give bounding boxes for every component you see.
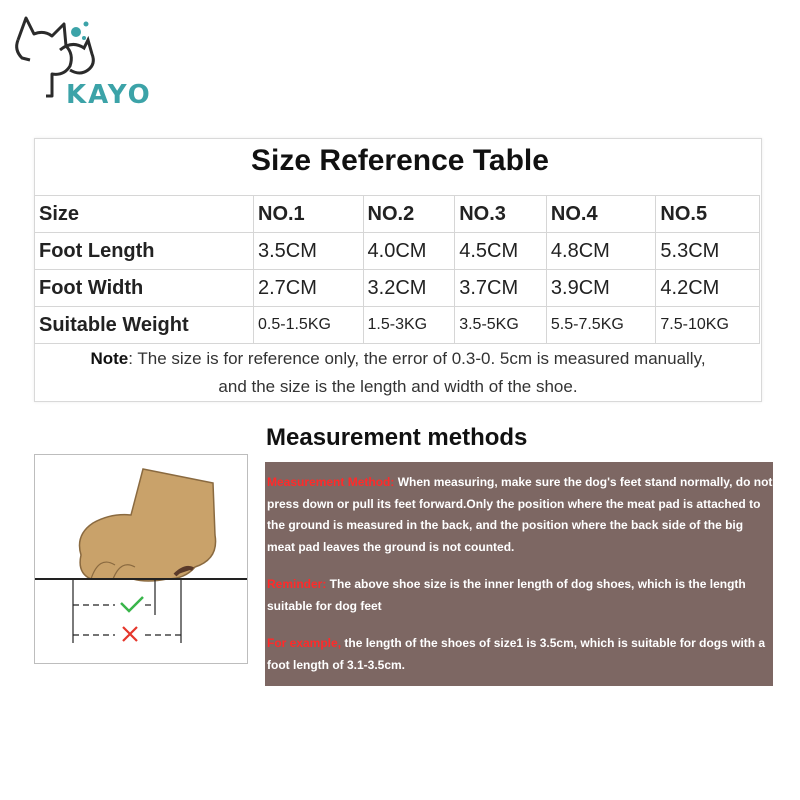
- info-item-text: the length of the shoes of size1 is 3.5cm, which is suitable for dogs with a foot length of 3.1-3.5cm.: [267, 636, 766, 672]
- table-cell: 4.5CM: [455, 233, 547, 270]
- table-cell: 3.5CM: [254, 233, 364, 270]
- info-item-label: For example,: [267, 636, 342, 650]
- size-table-title: Size Reference Table: [251, 144, 549, 177]
- header-cell: NO.2: [363, 196, 455, 233]
- paw-measurement-diagram: [34, 454, 248, 664]
- measurement-info-panel: [265, 462, 773, 686]
- paw-diagram-illustration: [35, 455, 247, 663]
- info-item: [267, 633, 773, 676]
- info-item-text: When measuring, make sure the dog's feet stand normally, do not press down or pull its feet forward.Only the position where the meat pad is attached to the ground is measured in the back, and the position where the back side of the big meat pad leaves the ground is not counted.: [267, 475, 773, 554]
- table-header-row: [35, 196, 760, 233]
- info-item-label: Reminder:: [267, 577, 327, 591]
- table-cell: 5.5-7.5KG: [546, 307, 656, 344]
- header-cell: NO.1: [254, 196, 364, 233]
- info-item: [267, 472, 773, 558]
- table-cell: 2.7CM: [254, 270, 364, 307]
- table-cell: 0.5-1.5KG: [254, 307, 364, 344]
- table-cell: 3.9CM: [546, 270, 656, 307]
- check-icon: [121, 597, 143, 611]
- header-cell: NO.3: [455, 196, 547, 233]
- row-label: Foot Width: [35, 270, 254, 307]
- table-cell: 4.8CM: [546, 233, 656, 270]
- table-row: [35, 307, 760, 344]
- info-item: [267, 574, 773, 617]
- note-text-line-2: and the size is the length and width of the shoe.: [218, 377, 578, 396]
- header-cell: NO.4: [546, 196, 656, 233]
- size-note: [36, 345, 760, 401]
- row-label: Foot Length: [35, 233, 254, 270]
- table-cell: 3.7CM: [455, 270, 547, 307]
- brand-logo: [12, 10, 152, 110]
- info-item-text: The above shoe size is the inner length of dog shoes, which is the length suitable for dog feet: [267, 577, 746, 613]
- header-cell: NO.5: [656, 196, 760, 233]
- table-cell: 4.0CM: [363, 233, 455, 270]
- table-row: [35, 233, 760, 270]
- brand-name: KAYO: [66, 80, 152, 110]
- table-cell: 3.5-5KG: [455, 307, 547, 344]
- size-reference-table: [34, 195, 760, 344]
- measurement-title: Measurement methods: [266, 424, 528, 451]
- note-text-line-1: : The size is for reference only, the error of 0.3-0. 5cm is measured manually,: [128, 349, 706, 368]
- row-label: Suitable Weight: [35, 307, 254, 344]
- table-row: [35, 270, 760, 307]
- header-cell: Size: [35, 196, 254, 233]
- table-cell: 4.2CM: [656, 270, 760, 307]
- cross-icon: [123, 627, 137, 641]
- table-cell: 7.5-10KG: [656, 307, 760, 344]
- note-label: Note: [90, 349, 129, 368]
- info-item-label: Measurement Method:: [267, 475, 395, 489]
- table-cell: 1.5-3KG: [363, 307, 455, 344]
- table-cell: 5.3CM: [656, 233, 760, 270]
- table-cell: 3.2CM: [363, 270, 455, 307]
